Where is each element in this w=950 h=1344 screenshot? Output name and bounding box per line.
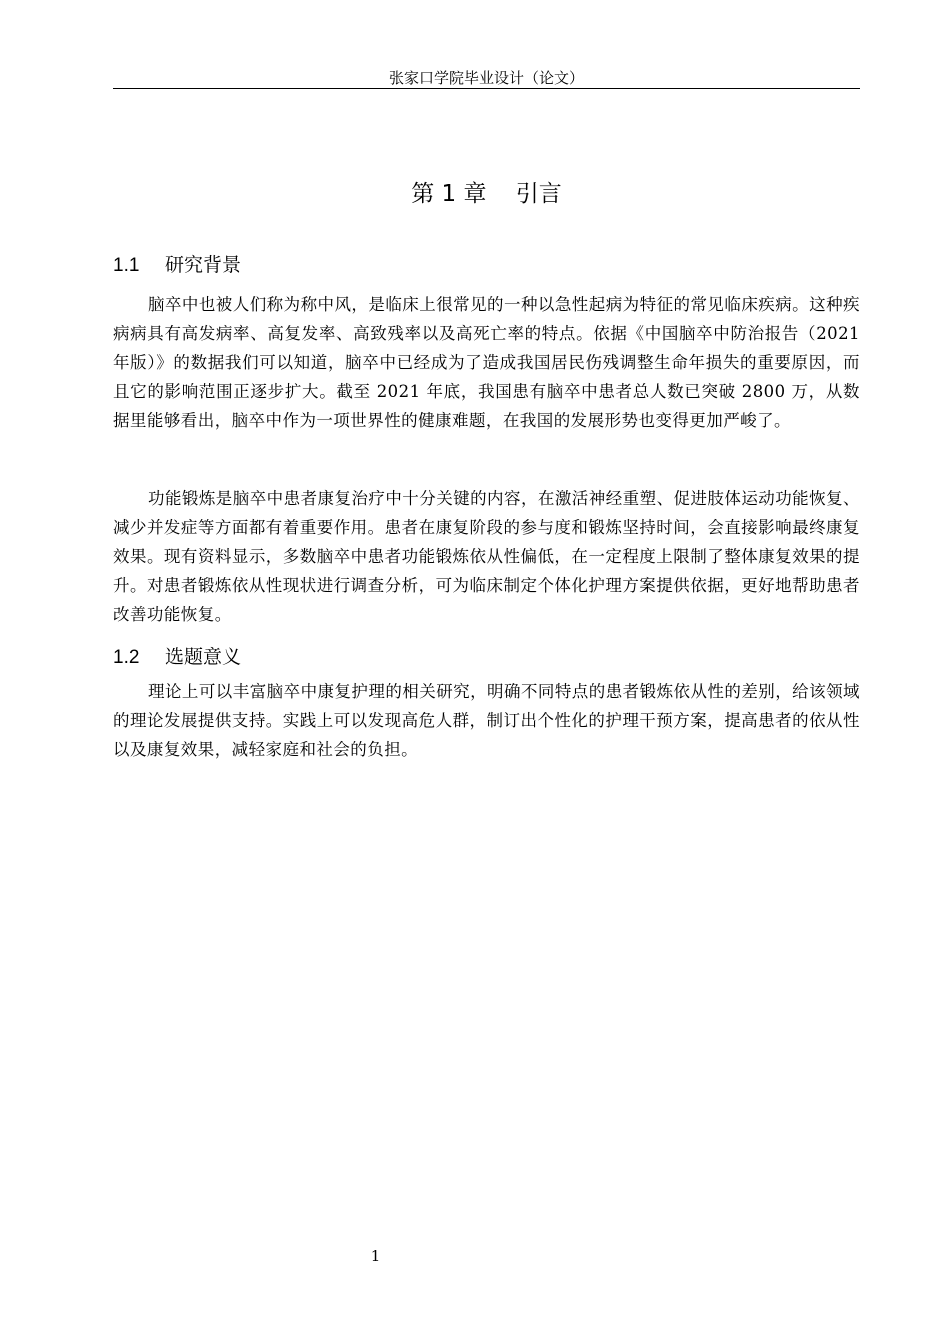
section-title: 研究背景 (165, 254, 242, 276)
section-title: 选题意义 (165, 646, 242, 668)
header-divider (113, 88, 860, 89)
section-heading-1-1 (113, 251, 860, 280)
page-number: 1 (370, 1247, 381, 1265)
paragraph: 脑卒中也被人们称为称中风，是临床上很常见的一种以急性起病为特征的常见临床疾病。这种疾病病具有高发病率、高复发率、高致残率以及高死亡率的特点。依据《中国脑卒中防治报告（2021 年版）》的数据我们可以知道，脑卒中已经成为了造成我国居民伤残调整生命年损失的重要原因，而且它的影响范围正逐步扩大。截至 2021 年底，我国患有脑卒中患者总人数已突破 2800 万，从数据里能够看出，脑卒中作为一项世界性的健康难题，在我国的发展形势也变得更加严峻了。 (113, 295, 860, 430)
section-heading-1-2 (113, 643, 860, 672)
chapter-title: 第 1 章 引言 (411, 181, 562, 207)
paragraph: 功能锻炼是脑卒中患者康复治疗中十分关键的内容，在激活神经重塑、促进肢体运动功能恢复、减少并发症等方面都有着重要作用。患者在康复阶段的参与度和锻炼坚持时间，会直接影响最终康复效果。现有资料显示，多数脑卒中患者功能锻炼依从性偏低，在一定程度上限制了整体康复效果的提升。对患者锻炼依从性现状进行调查分析，可为临床制定个体化护理方案提供依据，更好地帮助患者改善功能恢复。 (113, 489, 860, 624)
page-header: 张家口学院毕业设计（论文） (388, 69, 584, 87)
paragraph: 理论上可以丰富脑卒中康复护理的相关研究，明确不同特点的患者锻炼依从性的差别，给该领域的理论发展提供支持。实践上可以发现高危人群，制订出个性化的护理干预方案，提高患者的依从性以及康复效果，减轻家庭和社会的负担。 (113, 682, 860, 759)
section-number: 1.1 (113, 255, 140, 276)
section-number: 1.2 (113, 647, 140, 668)
